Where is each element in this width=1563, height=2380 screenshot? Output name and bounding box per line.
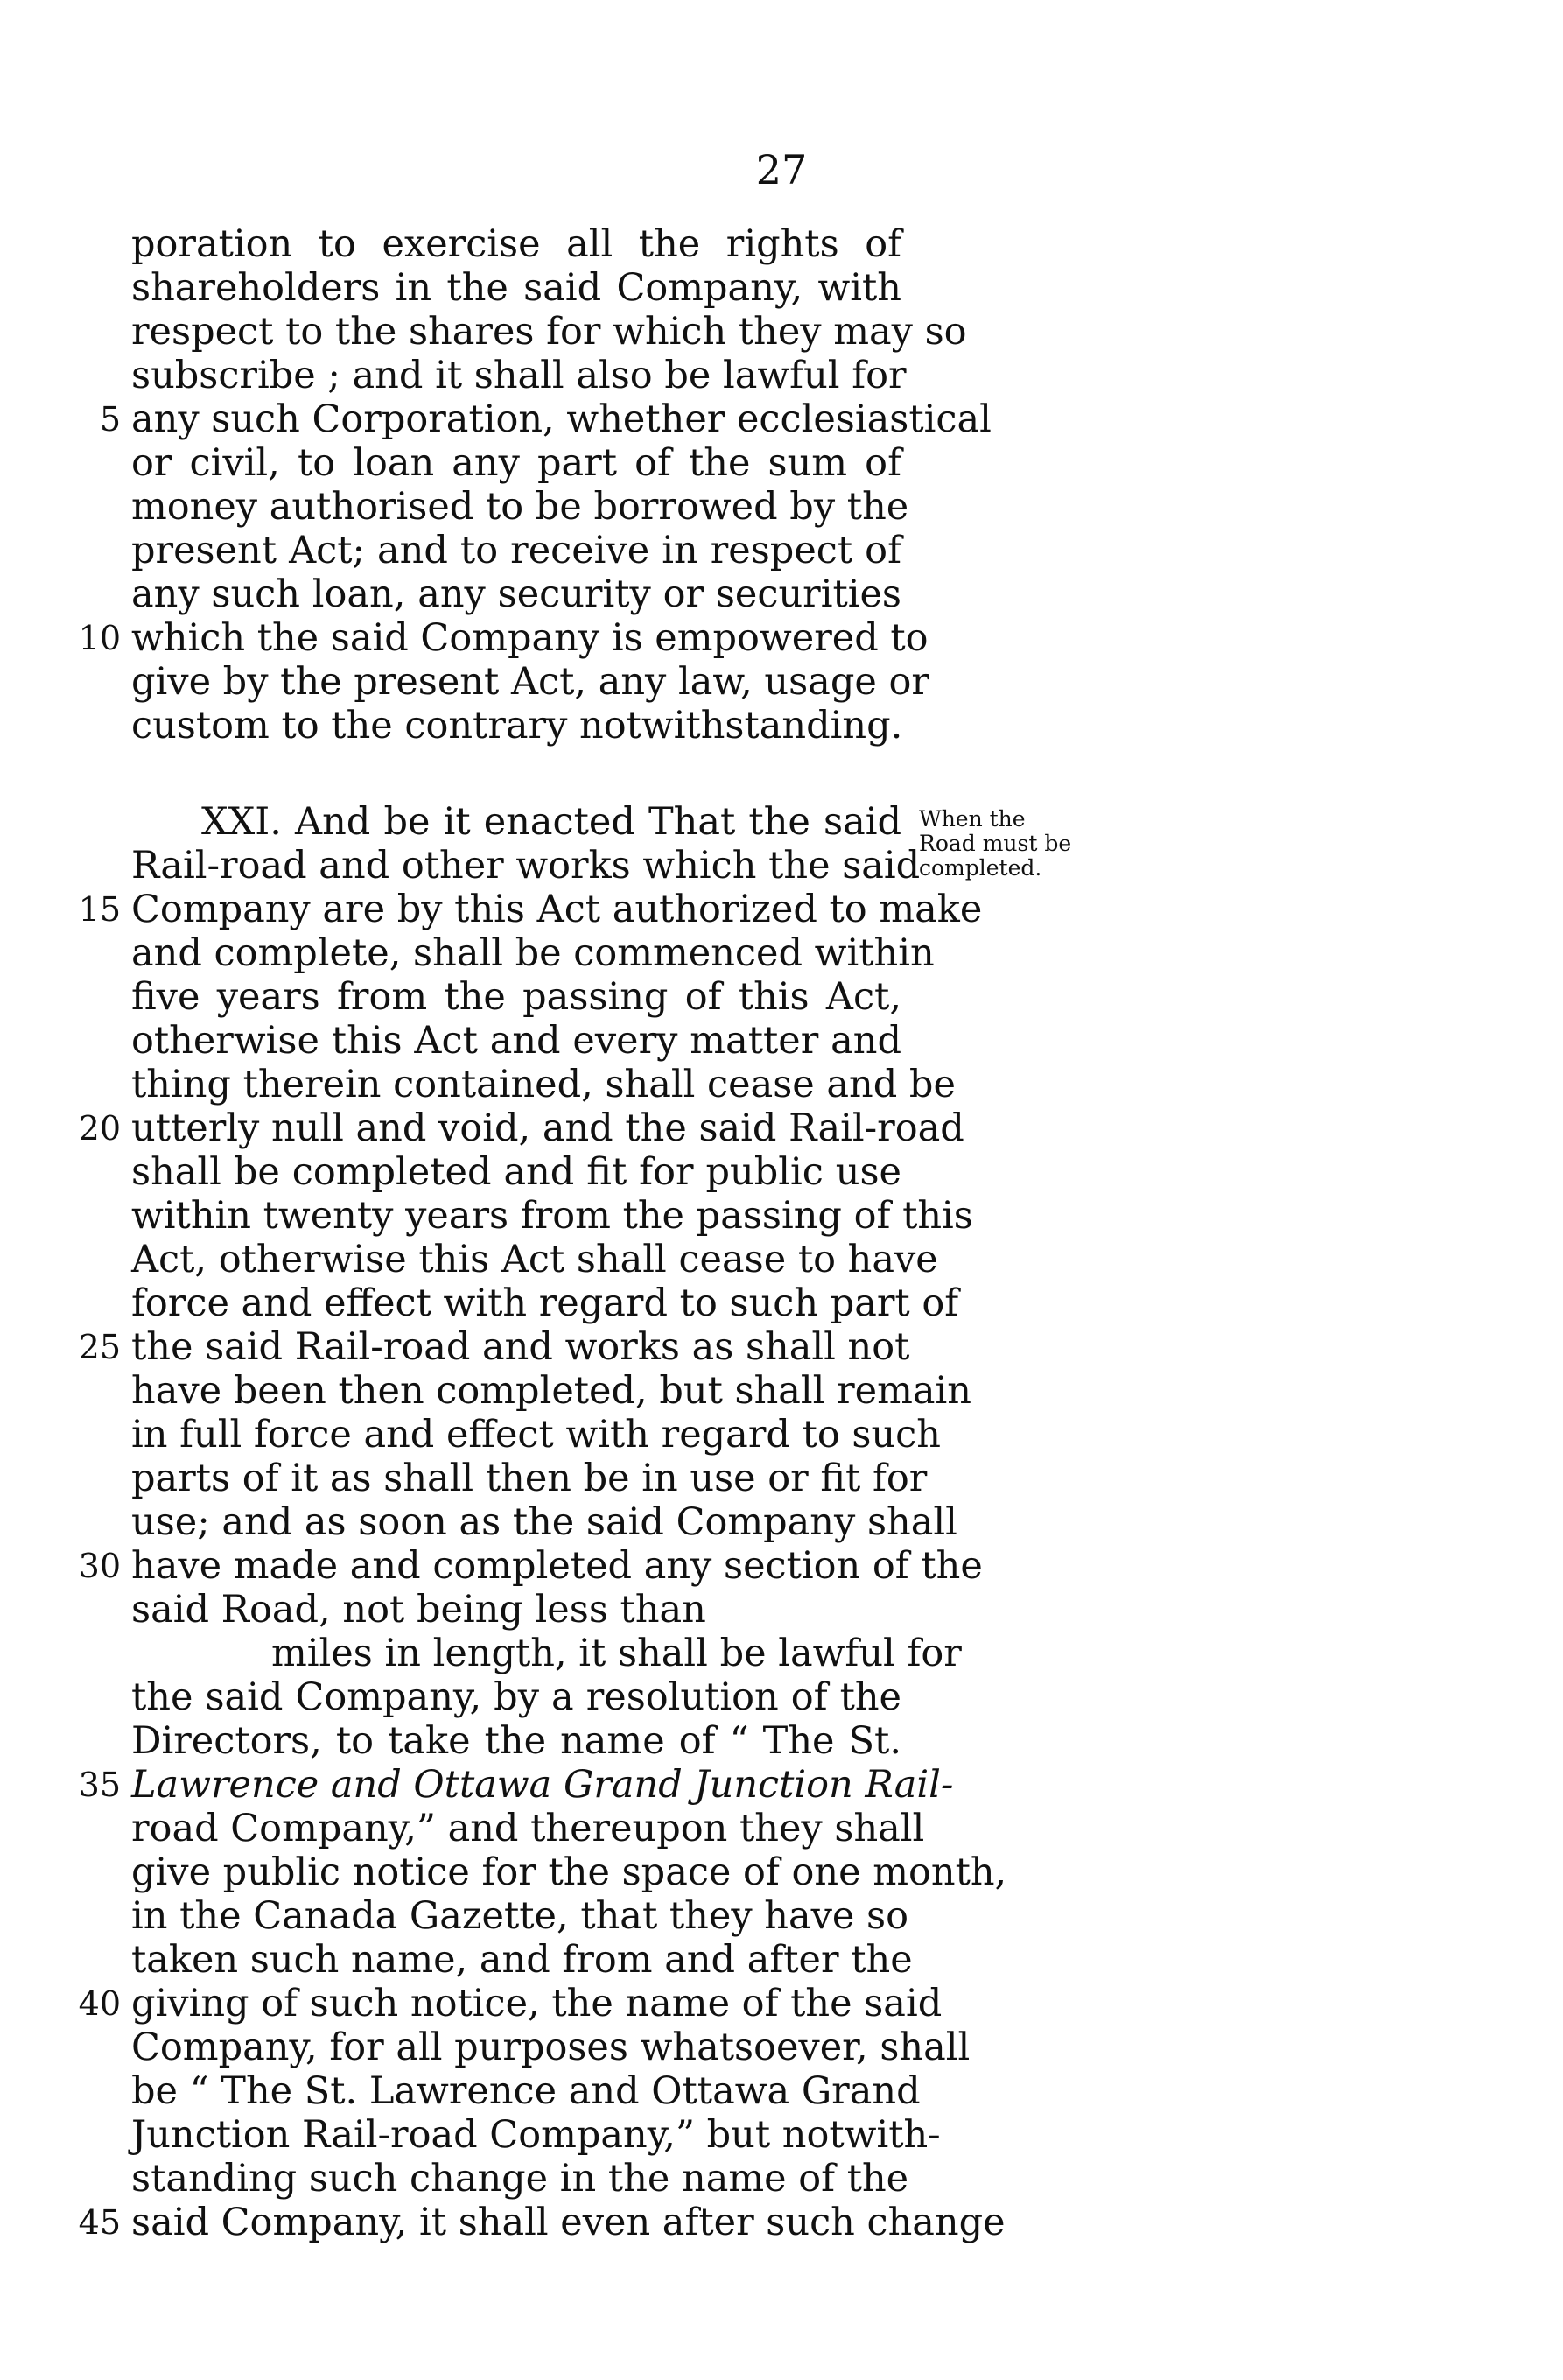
text-line xyxy=(131,1238,938,1281)
line-text: XXI. And be it enacted That the said xyxy=(201,800,901,844)
text-line xyxy=(78,616,929,660)
text-line xyxy=(131,1063,956,1106)
line-number: 45 xyxy=(78,2203,121,2242)
line-text: money authorised to be borrowed by the xyxy=(131,485,909,529)
line-text: taken such name, and from and after the xyxy=(131,1938,913,1982)
line-text: thing therein contained, shall cease and be xyxy=(131,1063,956,1106)
line-text: giving of such notice, the name of the said xyxy=(131,1982,943,2025)
line-text: said Company, it shall even after such change xyxy=(131,2201,1006,2244)
text-line xyxy=(131,1894,908,1938)
text-line xyxy=(131,1938,913,1982)
text-line xyxy=(99,397,992,441)
text-line xyxy=(131,1150,901,1194)
line-text: said Road, not being less than xyxy=(131,1588,706,1632)
line-text: the said Company, by a resolution of the xyxy=(131,1675,901,1719)
text-line xyxy=(131,1675,901,1719)
text-line xyxy=(131,441,901,485)
text-line xyxy=(131,485,909,529)
line-number: 5 xyxy=(99,400,121,439)
text-line xyxy=(78,1325,910,1369)
line-text: custom to the contrary notwithstanding. xyxy=(131,704,903,748)
line-text: which the said Company is empowered to xyxy=(131,616,929,660)
text-line xyxy=(131,529,901,572)
line-text: miles in length, it shall be lawful for xyxy=(271,1632,962,1675)
text-line xyxy=(131,1632,962,1675)
line-text: within twenty years from the passing of this xyxy=(131,1194,973,1238)
text-line xyxy=(131,222,901,266)
text-line xyxy=(78,1544,983,1588)
line-text: and complete, shall be commenced within xyxy=(131,931,935,975)
text-line xyxy=(131,2069,921,2113)
line-number: 10 xyxy=(78,619,121,657)
line-text: in the Canada Gazette, that they have so xyxy=(131,1894,908,1938)
text-line xyxy=(78,2201,1006,2244)
text-line xyxy=(131,266,901,310)
text-line xyxy=(131,1807,925,1850)
line-text: Company are by this Act authorized to make xyxy=(131,888,983,931)
line-text: have made and completed any section of the xyxy=(131,1544,983,1588)
text-line xyxy=(131,2157,909,2201)
line-text: Directors, to take the name of “ The St. xyxy=(131,1719,901,1763)
line-text: subscribe ; and it shall also be lawful for xyxy=(131,354,907,397)
line-text: poration to exercise all the rights of xyxy=(131,222,901,266)
line-text: have been then completed, but shall remain xyxy=(131,1369,971,1413)
text-line xyxy=(131,844,921,888)
margin-note xyxy=(919,807,1120,881)
text-line xyxy=(131,975,901,1019)
line-text: five years from the passing of this Act, xyxy=(131,975,901,1019)
line-text: Rail-road and other works which the said xyxy=(131,844,921,888)
line-text: any such loan, any security or securities xyxy=(131,572,901,616)
line-text: use; and as soon as the said Company shall xyxy=(131,1500,957,1544)
text-line xyxy=(131,572,901,616)
line-text: the said Rail-road and works as shall not xyxy=(131,1325,910,1369)
text-line xyxy=(131,931,935,975)
text-line xyxy=(131,704,901,748)
line-number: 15 xyxy=(78,890,121,929)
margin-note-line: When the xyxy=(919,806,1026,832)
text-line xyxy=(131,1588,901,1632)
text-line xyxy=(78,888,983,931)
paragraph xyxy=(78,222,992,748)
line-text: Junction Rail-road Company,” but notwith- xyxy=(131,2113,941,2157)
text-line xyxy=(131,310,967,354)
line-text: give public notice for the space of one month, xyxy=(131,1850,1007,1894)
line-text: give by the present Act, any law, usage or xyxy=(131,660,929,704)
text-line xyxy=(131,2025,971,2069)
line-text: otherwise this Act and every matter and xyxy=(131,1019,901,1063)
text-line xyxy=(131,800,901,844)
text-line xyxy=(131,1194,973,1238)
paragraph-gap xyxy=(131,748,901,800)
line-text: be “ The St. Lawrence and Ottawa Grand xyxy=(131,2069,921,2113)
text-line xyxy=(131,1850,1007,1894)
text-line xyxy=(78,1106,964,1150)
text-line xyxy=(131,660,929,704)
line-text: any such Corporation, whether ecclesiastical xyxy=(131,397,992,441)
line-text: force and effect with regard to such part of xyxy=(131,1281,959,1325)
line-number: 25 xyxy=(78,1328,121,1366)
line-number: 20 xyxy=(78,1109,121,1148)
text-line xyxy=(131,1281,959,1325)
line-text: Act, otherwise this Act shall cease to have xyxy=(131,1238,938,1281)
text-line xyxy=(131,1500,957,1544)
text-line xyxy=(131,1457,928,1500)
text-line xyxy=(131,1413,941,1457)
page-number: 27 xyxy=(755,146,808,193)
line-text: shareholders in the said Company, with xyxy=(131,266,901,310)
text-line xyxy=(131,2113,941,2157)
text-line xyxy=(131,354,907,397)
line-text: Lawrence and Ottawa Grand Junction Rail- xyxy=(131,1763,954,1807)
text-line xyxy=(78,1763,954,1807)
line-number: 30 xyxy=(78,1547,121,1585)
line-text: present Act; and to receive in respect of xyxy=(131,529,901,572)
text-line xyxy=(131,1019,901,1063)
line-text: respect to the shares for which they may so xyxy=(131,310,967,354)
text-line xyxy=(131,1369,971,1413)
line-number: 35 xyxy=(78,1766,121,1804)
line-text: Company, for all purposes whatsoever, shall xyxy=(131,2025,971,2069)
margin-note-line: completed. xyxy=(919,855,1042,881)
line-text: in full force and effect with regard to such xyxy=(131,1413,941,1457)
line-text: road Company,” and thereupon they shall xyxy=(131,1807,925,1850)
text-line xyxy=(131,1719,901,1763)
line-text: shall be completed and fit for public use xyxy=(131,1150,901,1194)
text-line xyxy=(78,1982,943,2025)
margin-note-line: Road must be xyxy=(919,831,1072,856)
line-text: or civil, to loan any part of the sum of xyxy=(131,441,901,485)
line-number: 40 xyxy=(78,1984,121,2023)
line-text: parts of it as shall then be in use or fit for xyxy=(131,1457,928,1500)
line-text: standing such change in the name of the xyxy=(131,2157,909,2201)
line-text: utterly null and void, and the said Rail-road xyxy=(131,1106,964,1150)
